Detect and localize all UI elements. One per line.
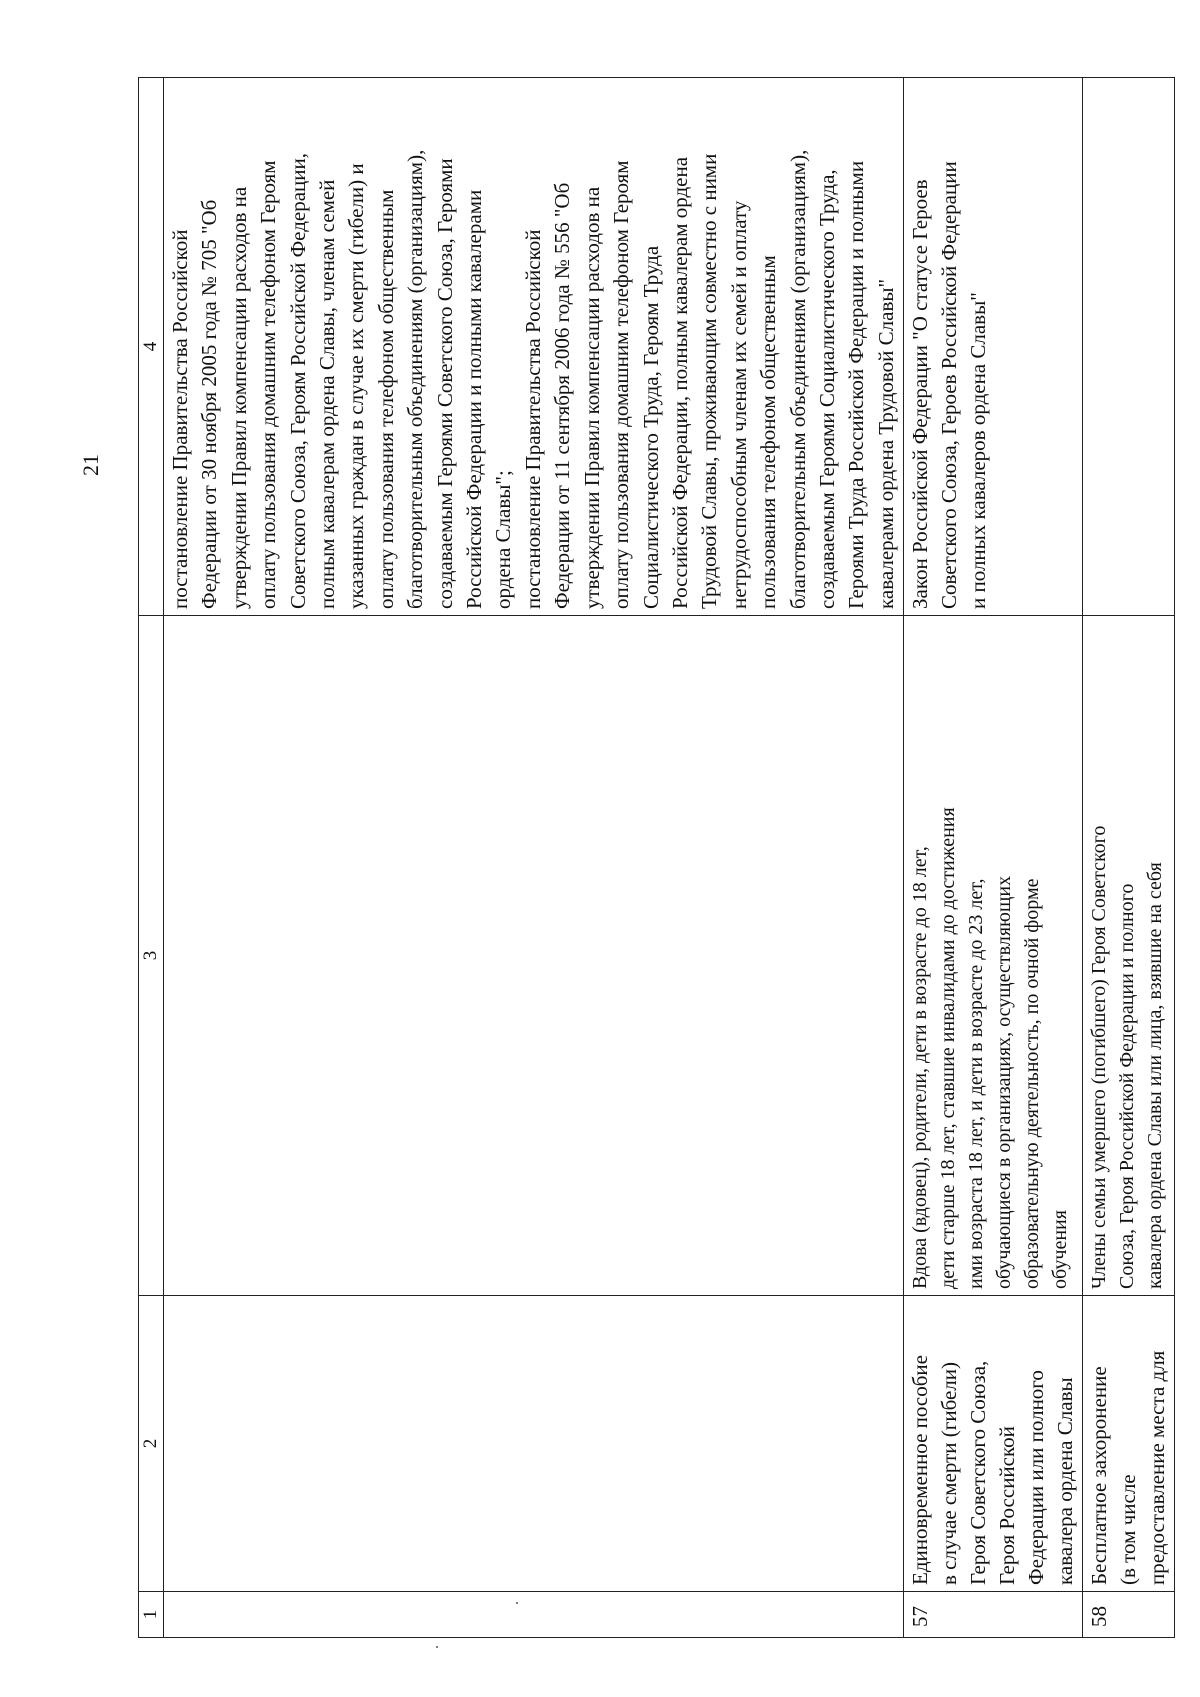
text-line: и полных кавалеров ордена Славы" xyxy=(966,292,991,609)
rotated-page xyxy=(78,78,1170,1638)
row-cont-col4 xyxy=(164,78,904,616)
row-58-legal-basis xyxy=(1083,78,1175,616)
text-line: оплату пользования телефоном общественным xyxy=(373,189,398,609)
scan-speck xyxy=(516,1602,518,1604)
text-line: Социалистического Труда, Героям Труда xyxy=(638,245,663,609)
text-line: создаваемым Героями Социалистического Труда, xyxy=(814,169,839,609)
text-line: кавалерами ордена Трудовой Славы" xyxy=(873,278,898,609)
row-58-recipients xyxy=(1083,616,1175,1296)
text-line: нетрудоспособным членам их семей и оплату xyxy=(726,200,751,609)
text-line: постановление Правительства Российской xyxy=(520,229,545,609)
text-line: Трудовой Славы, проживающим совместно с ними xyxy=(697,153,722,609)
text-line: Федерации или полного xyxy=(1024,1370,1049,1585)
header-col-1: 1 xyxy=(139,1592,164,1638)
text-line: утверждении Правил компенсации расходов на xyxy=(579,186,604,609)
page-number: 21 xyxy=(78,454,103,476)
text-line: благотворительным объединениям (организациям), xyxy=(785,149,810,609)
text-line: Российской Федерации и полными кавалерами xyxy=(462,189,487,609)
text-line: обучения xyxy=(1049,1210,1072,1289)
text-line: в случае смерти (гибели) xyxy=(937,1361,962,1585)
text-line: обучающиеся в организациях, осуществляющих xyxy=(993,875,1016,1289)
table-header-row xyxy=(139,78,164,1638)
text-line: Члены семьи умершего (погибшего) Героя Советского xyxy=(1088,825,1111,1289)
text-line: Вдова (вдовец), родители, дети в возрасте до 18 лет, xyxy=(909,846,932,1289)
text-line: полным кавалерам ордена Славы, членам семей xyxy=(315,179,340,609)
text-line: предоставление места для xyxy=(1145,1350,1170,1585)
table-row-57 xyxy=(904,78,1083,1638)
row-57-recipients xyxy=(904,616,1083,1296)
row-cont-col3 xyxy=(164,616,904,1296)
row-58-benefit xyxy=(1083,1296,1175,1592)
text-line: Героя Российской xyxy=(995,1426,1020,1585)
text-line: образовательную деятельность, по очной форме xyxy=(1021,878,1044,1289)
text-line: создаваемым Героями Советского Союза, Героями xyxy=(432,158,457,609)
table-row-continued xyxy=(164,78,904,1638)
row-58-number: 58 xyxy=(1083,1592,1175,1638)
scan-speck xyxy=(436,1646,438,1648)
row-57-benefit xyxy=(904,1296,1083,1592)
text-line: пользования телефоном общественным xyxy=(756,255,781,609)
text-line: кавалера ордена Славы xyxy=(1053,1377,1078,1585)
text-line: Единовременное пособие xyxy=(908,1355,933,1585)
row-57-legal-basis xyxy=(904,78,1083,616)
text-line: Советского Союза, Героям Российской Федерации, xyxy=(285,153,310,609)
text-line: Федерации от 11 сентября 2006 года № 556 "Об xyxy=(550,182,575,609)
text-line: дети старше 18 лет, ставшие инвалидами до достижения xyxy=(937,807,960,1289)
row-cont-col1 xyxy=(164,1592,904,1638)
text-line: указанных граждан в случае их смерти (гибели) и xyxy=(344,163,369,609)
text-line: оплату пользования домашним телефоном Героям xyxy=(609,160,634,609)
text-line: Российской Федерации, полным кавалерам ордена xyxy=(667,156,692,609)
text-line: утверждении Правил компенсации расходов на xyxy=(226,186,251,609)
text-line: (в том числе xyxy=(1116,1474,1141,1585)
text-line: постановление Правительства Российской xyxy=(168,229,192,609)
text-line: Героя Советского Союза, xyxy=(966,1360,991,1585)
row-cont-col2 xyxy=(164,1296,904,1592)
text-line: Федерации от 30 ноября 2005 года № 705 "Об xyxy=(197,199,222,609)
header-col-4: 4 xyxy=(139,78,164,616)
header-col-3: 3 xyxy=(139,616,164,1296)
text-line: оплату пользования домашним телефоном Героям xyxy=(256,160,281,609)
benefits-table xyxy=(138,77,1175,1638)
text-line: ордена Славы"; xyxy=(491,470,516,609)
text-line: Бесплатное захоронение xyxy=(1087,1366,1112,1585)
text-line: Союза, Героя Российской Федерации и полного xyxy=(1116,883,1139,1289)
text-line: Советского Союза, Героев Российской Федерации xyxy=(937,161,962,609)
text-line: ими возраста 18 лет, и дети в возрасте до 23 лет, xyxy=(965,878,988,1289)
text-line: кавалера ордена Славы или лица, взявшие на себя xyxy=(1144,862,1167,1289)
text-line: Закон Российской Федерации "О статусе Героев xyxy=(908,179,933,609)
text-line: Героями Труда Российской Федерации и полными xyxy=(844,160,869,609)
header-col-2: 2 xyxy=(139,1296,164,1592)
row-57-number: 57 xyxy=(904,1592,1083,1638)
table-row-58 xyxy=(1083,78,1175,1638)
text-line: благотворительным объединениям (организациям), xyxy=(403,149,428,609)
